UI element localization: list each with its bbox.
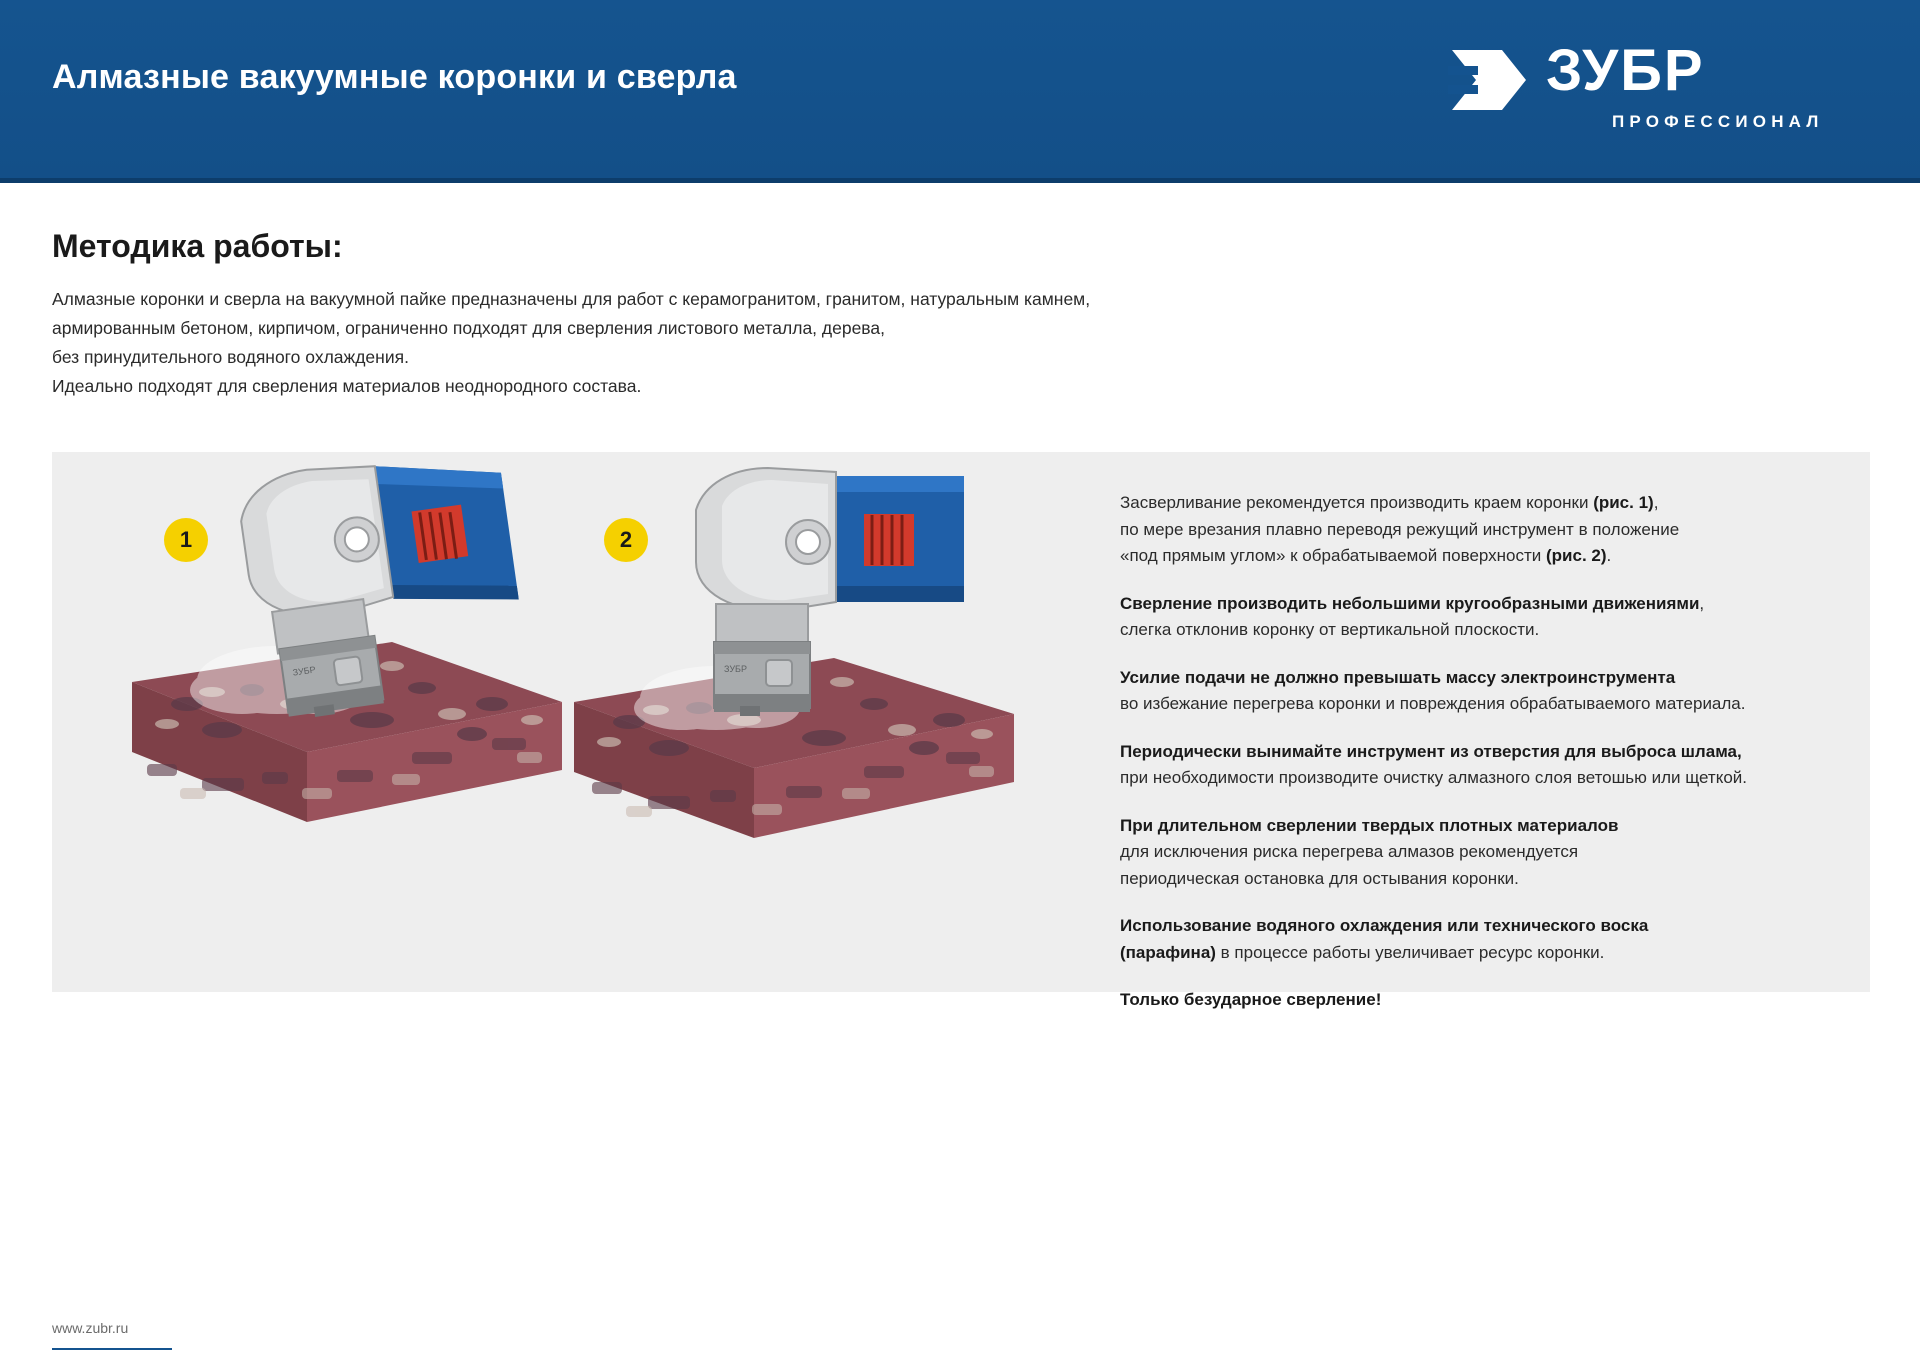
footer-divider <box>52 1348 172 1350</box>
page-title: Алмазные вакуумные коронки и сверла <box>52 58 737 96</box>
intro-line: Алмазные коронки и сверла на вакуумной пайке предназначены для работ с керамогранитом, гранитом, натуральным камнем, <box>52 289 1091 309</box>
note-long-drilling <box>1120 813 1832 893</box>
page-header <box>0 0 1920 178</box>
note-text: Засверливание рекомендуется производить краем коронки <box>1120 493 1594 512</box>
svg-text:ЗУБР: ЗУБР <box>292 664 317 678</box>
note-drill-start <box>1120 490 1832 570</box>
note-emphasis: Только безударное сверление! <box>1120 990 1382 1009</box>
note-emphasis: (парафина) <box>1120 942 1216 962</box>
note-text: во избежание перегрева коронки и повреждения обрабатываемого материала. <box>1120 694 1746 713</box>
note-text: для исключения риска перегрева алмазов рекомендуется <box>1120 842 1579 861</box>
note-circular-motion <box>1120 591 1832 644</box>
intro-line: без принудительного водяного охлаждения. <box>52 347 409 367</box>
zubr-arrow-icon <box>1448 44 1530 116</box>
core-bit <box>714 642 810 716</box>
note-remove-sludge <box>1120 739 1832 792</box>
note-text: периодическая остановка для остывания коронки. <box>1120 868 1519 888</box>
note-emphasis: Использование водяного охлаждения или технического воска <box>1120 916 1649 935</box>
note-emphasis: При длительном сверлении твердых плотных материалов <box>1120 815 1619 835</box>
intro-text <box>52 285 1352 401</box>
intro-line: Идеально подходят для сверления материалов неоднородного состава. <box>52 376 642 396</box>
figure-2 <box>564 452 1084 992</box>
note-text: «под прямым углом» к обрабатываемой поверхности <box>1120 546 1547 565</box>
angle-grinder <box>696 468 964 644</box>
note-emphasis: Сверление производить небольшими кругообразными движениями <box>1120 593 1700 613</box>
brand-name: ЗУБР <box>1546 38 1705 103</box>
note-text: по мере врезания плавно переводя режущий инструмент в положение <box>1120 519 1680 539</box>
note-text: при необходимости производите очистку алмазного слоя ветошью или щеткой. <box>1120 768 1748 787</box>
note-text: слегка отклонив коронку от вертикальной плоскости. <box>1120 620 1540 639</box>
note-feed-force <box>1120 665 1832 718</box>
note-emphasis: Периодически вынимайте инструмент из отверстия для выброса шлама, <box>1120 741 1742 761</box>
figure-1-badge: 1 <box>164 518 208 562</box>
note-text: . <box>1606 546 1612 565</box>
note-no-impact <box>1120 987 1832 1014</box>
brand-logo <box>1448 38 1868 140</box>
note-emphasis: Усилие подачи не должно превышать массу электроинструмента <box>1120 667 1676 687</box>
header-divider <box>0 178 1920 183</box>
angle-grinder <box>235 452 521 656</box>
section-heading: Методика работы: <box>52 228 343 264</box>
note-emphasis: (рис. 1) <box>1593 493 1654 512</box>
note-text: в процессе работы увеличивает ресурс коронки. <box>1215 942 1605 962</box>
notes-list <box>1120 490 1832 1014</box>
brand-subtitle: ПРОФЕССИОНАЛ <box>1612 112 1824 131</box>
note-emphasis: (рис. 2) <box>1546 546 1607 565</box>
note-text: , <box>1653 493 1659 512</box>
figure-1 <box>92 452 612 992</box>
intro-line: армированным бетоном, кирпичом, ограниченно подходят для сверления листового металла, дерева, <box>52 318 886 338</box>
footer-site-url[interactable]: www.zubr.ru <box>52 1320 129 1336</box>
note-cooling <box>1120 913 1832 966</box>
figure-2-badge: 2 <box>604 518 648 562</box>
note-text: , <box>1699 593 1705 613</box>
illustration-panel <box>52 452 1870 1009</box>
svg-text:ЗУБР: ЗУБР <box>724 664 747 674</box>
